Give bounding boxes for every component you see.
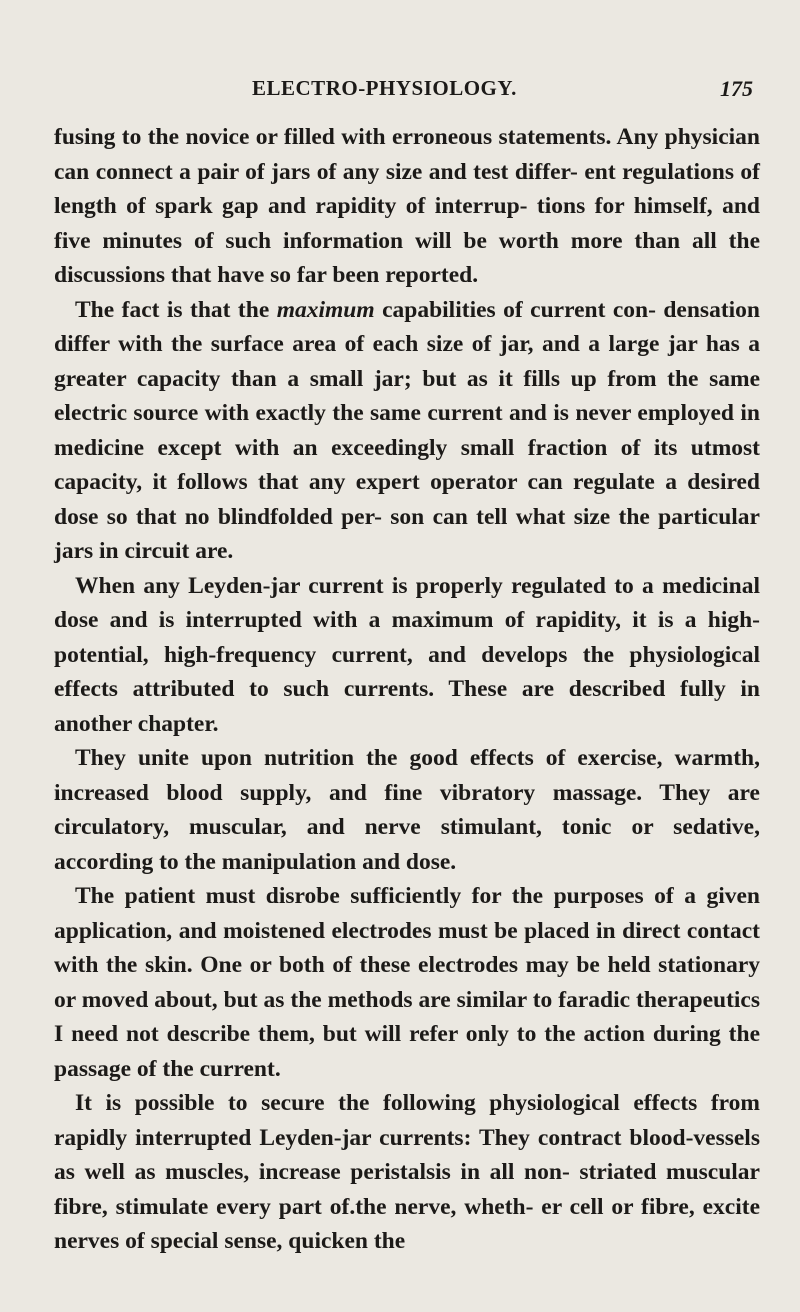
paragraph-continued: fusing to the novice or filled with erroneous statements. Any physician can connect a pair of jars of any size and test differ- ent regulations of length of spark gap and rapidity of interrup- tions for himself, and five minutes of such information will be worth more than all the discussions that have so far been reported. bbox=[54, 124, 760, 288]
running-head bbox=[0, 76, 800, 108]
page-number: 175 bbox=[720, 76, 753, 101]
body-text bbox=[54, 120, 760, 1259]
paragraph-patient-electrodes: The patient must disrobe sufficiently for the purposes of a given application, and moistened electrodes must be placed in direct contact with the skin. One or both of these electrodes may be held stationary or moved about, but as the methods are similar to faradic therapeutics I need not describe them, but will refer only to the action during the passage of the current. bbox=[54, 883, 760, 1082]
paragraph-physiological-effects: It is possible to secure the following physiological effects from rapidly interrupted Leyden-jar currents: They contract blood-vessels as well as muscles, increase peristalsis in all non- striated muscular fibre, stimulate every part of.the nerve, wheth- er cell or fibre, excite nerves of special sense, quicken the bbox=[54, 1090, 760, 1254]
paragraph-nutrition-effects: They unite upon nutrition the good effects of exercise, warmth, increased blood supply, and fine vibratory massage. They are circulatory, muscular, and nerve stimulant, tonic or sedative, according to the manipulation and dose. bbox=[54, 745, 760, 875]
paragraph-text: capabilities of current con- densation differ with the surface area of each size of jar, and a large jar has a greater capacity than a small jar; but as it fills up from the same electric source with exactly the same current and is never employed in medicine except with an exceedingly small fraction of its utmost capacity, it follows that any expert operator can regulate a desired dose so that no blindfolded per- son can tell what size the particular jars in circuit are. bbox=[54, 296, 760, 564]
running-title: ELECTRO-PHYSIOLOGY. bbox=[252, 76, 517, 100]
paragraph-text: The fact is that the bbox=[75, 296, 277, 323]
paragraph-maximum-capabilities bbox=[54, 293, 760, 569]
emphasized-word: maximum bbox=[276, 296, 375, 323]
paragraph-leyden-jar-current: When any Leyden-jar current is properly regulated to a medicinal dose and is interrupted with a maximum of rapidity, it is a high-potential, high-frequency current, and develops the physiological effects attributed to such currents. These are described fully in another chapter. bbox=[54, 572, 760, 737]
